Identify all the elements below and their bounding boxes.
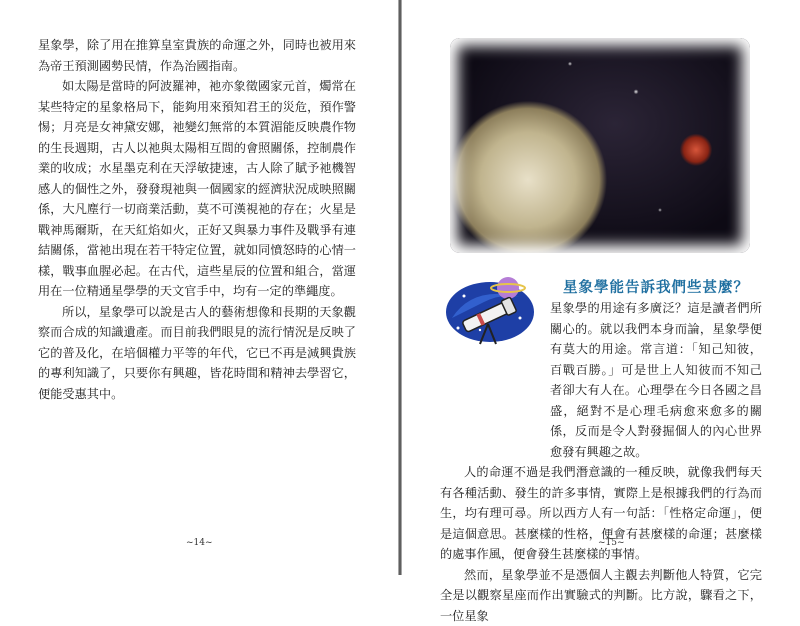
right-paragraph-2: 人的命運不過是我們潛意識的一種反映，就像我們每天有各種活動、發生的許多事情，實際上是根據我們的行為而生，均有理可尋。所以西方人有一句話：「性格定命運」，便是這個意思。甚麼樣的性格，便會有甚麼樣的命運；甚麼樣的處事作風，便會發生甚麼樣的事情。 [440, 462, 762, 565]
left-page [0, 0, 398, 575]
planet-space-photo [450, 38, 750, 253]
left-page-body [38, 35, 356, 404]
right-paragraph-3: 然而，星象學並不是憑個人主觀去判斷他人特質，它完全是以觀察星座而作出實驗式的判斷。比方說，驟看之下，一位星象 [440, 565, 762, 626]
left-paragraph-3: 所以，星象學可以說是古人的藝術想像和長期的天象觀察而合成的知識遺產。而目前我們眼見的流行情況是反映了它的普及化，在培個權力平等的年代，它已不再是減興貴族的專利知識了，只要你有興趣，皆花時間和精神去學習它，便能受惠其中。 [38, 302, 356, 405]
left-paragraph-1: 星象學，除了用在推算皇室貴族的命運之外，同時也被用來為帝王預測國勢民情，作為治國指南。 [38, 35, 356, 76]
right-page-body [440, 298, 762, 626]
right-page-number: ~15~ [598, 538, 625, 548]
section-heading: 星象學能告訴我們些甚麼？ [563, 276, 763, 297]
right-paragraph-1: 星象學的用途有多廣泛？這是讀者們所關心的。就以我們本身而論，星象學便有莫大的用途。常言道：「知己知彼，百戰百勝。」可是世上人知彼而不知己者卻大有人在。心理學在今日各國之昌盛，絕對不是心理毛病愈來愈多的關係，反而是令人對發掘個人的內心世界愈發有興趣之故。 [440, 298, 762, 462]
left-page-number: ~14~ [186, 538, 213, 548]
left-paragraph-2: 如太陽是當時的阿波羅神，祂亦象徵國家元首，燭常在某些特定的星象格局下，能夠用來預知君王的災危，預作警惕；月亮是女神黛安娜，祂變幻無常的本質湄能反映農作物的生長週期，古人以祂與太陽相互間的會照關係，控制農作業的收成；水星墨克利在天浮敏捷速，古人除了賦予祂機智感人的個性之外，發發現祂與一個國家的經濟狀況成映照關係，大凡塵行一切商業活動，莫不可漢視祂的存在；火星是戰神馬爾斯，在天紅焰如火，正好又與暴力事件及戰爭有連結關係，當祂出現在若干特定位置，就如同憤怒時的心情一樣，戰事血腥必起。在古代，這些星辰的位置和組合，當運用在一位精通星學學的天文官手中，均有一定的準繩度。 [38, 76, 356, 302]
